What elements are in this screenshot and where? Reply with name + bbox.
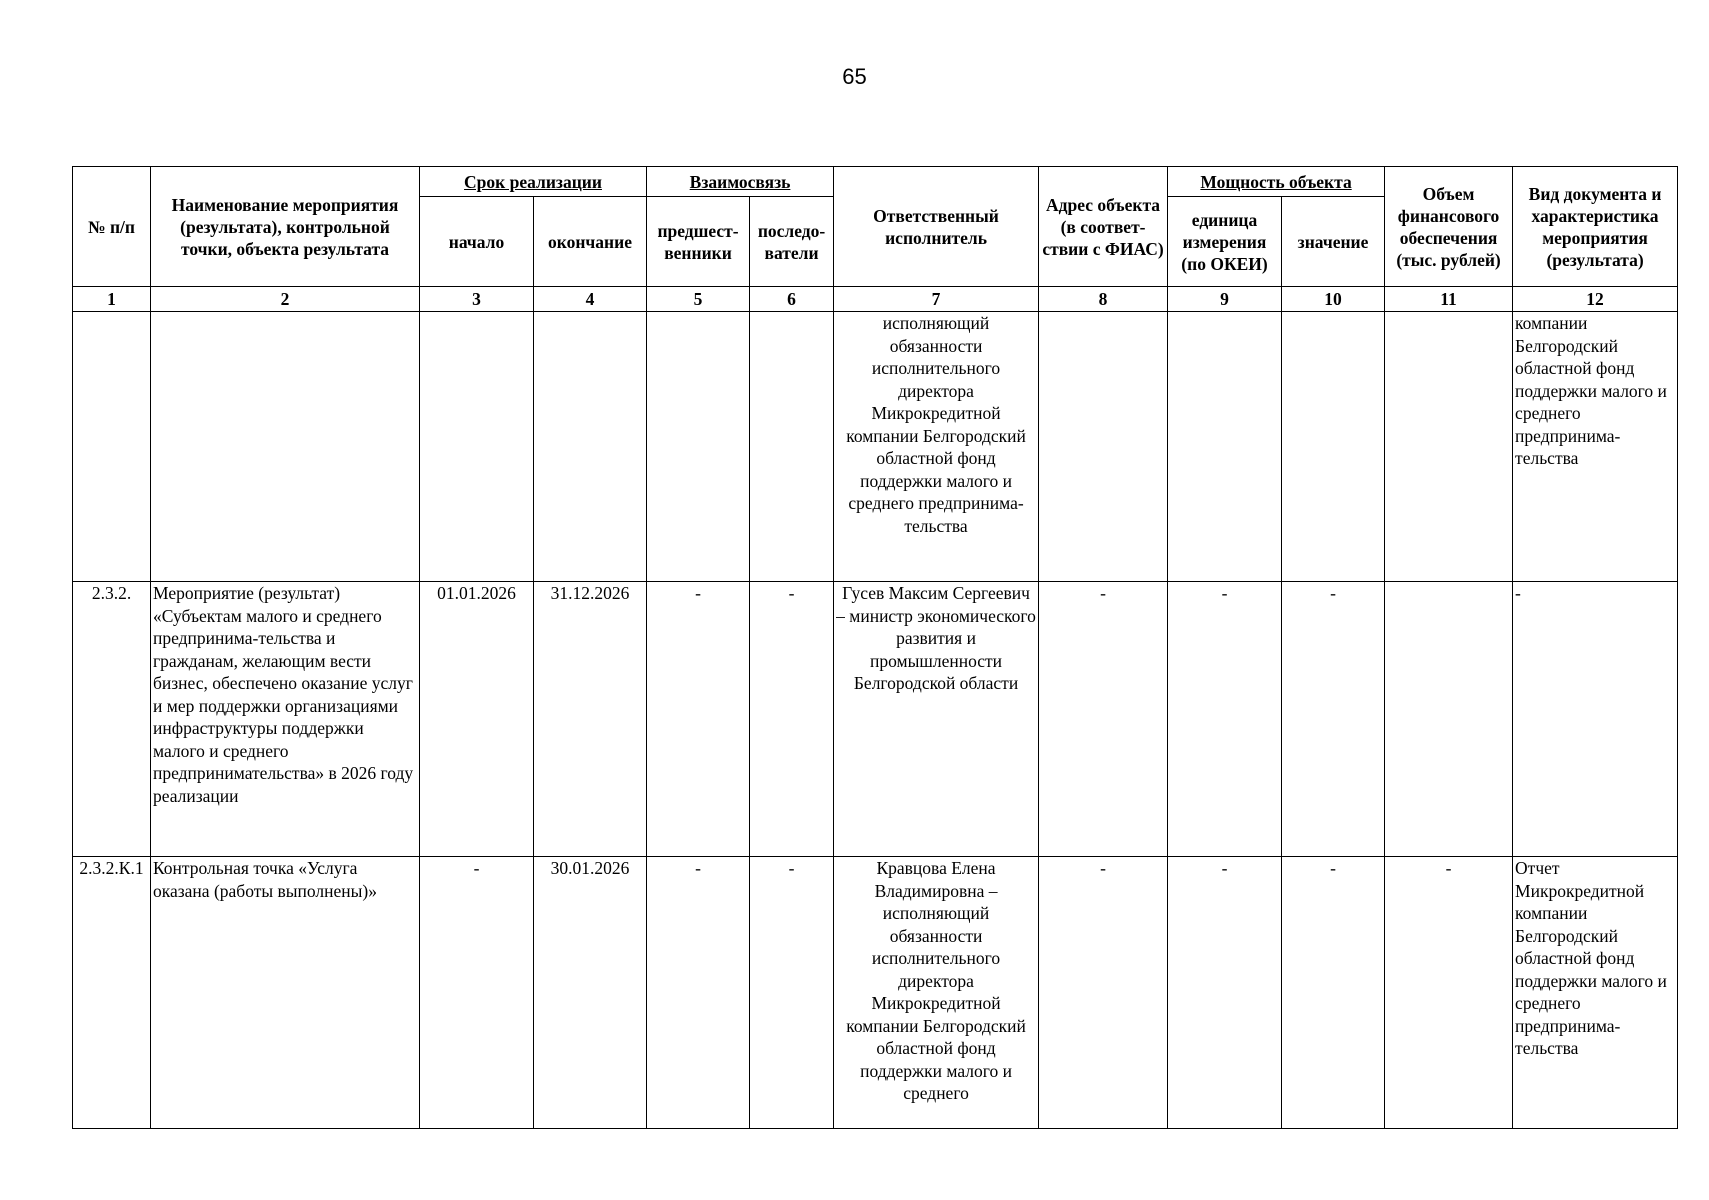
cell-funding — [1385, 312, 1513, 582]
cell-document: - — [1513, 582, 1678, 857]
cell-funding — [1385, 582, 1513, 857]
events-table — [72, 166, 1678, 1129]
cell-predecessors: - — [647, 582, 750, 857]
table-row — [73, 857, 1678, 1129]
cell-predecessors — [647, 312, 750, 582]
column-number: 7 — [834, 287, 1039, 312]
cell-value: - — [1282, 857, 1385, 1129]
column-number: 9 — [1168, 287, 1282, 312]
cell-responsible: исполняющий обязанности исполнительного директора Микрокредитной компании Белгородский областной фонд поддержки малого и среднего предпринима-тельства — [834, 312, 1039, 582]
cell-responsible: Гусев Максим Сергеевич – министр экономического развития и промышленности Белгородской области — [834, 582, 1039, 857]
column-numbering-row — [73, 287, 1678, 312]
header-group-link: Взаимосвязь — [647, 167, 834, 197]
cell-successors — [750, 312, 834, 582]
column-number: 4 — [534, 287, 647, 312]
header-col-funding: Объем финансового обеспечения (тыс. рублей) — [1385, 167, 1513, 287]
column-number: 6 — [750, 287, 834, 312]
header-col-address: Адрес объекта (в соответ-ствии с ФИАС) — [1039, 167, 1168, 287]
cell-address: - — [1039, 857, 1168, 1129]
cell-number: 2.3.2.К.1 — [73, 857, 151, 1129]
cell-document: компании Белгородский областной фонд поддержки малого и среднего предпринима-тельства — [1513, 312, 1678, 582]
header-group-capacity: Мощность объекта — [1168, 167, 1385, 197]
cell-unit: - — [1168, 857, 1282, 1129]
cell-start: 01.01.2026 — [420, 582, 534, 857]
cell-end — [534, 312, 647, 582]
header-col-name: Наименование мероприятия (результата), контрольной точки, объекта результата — [151, 167, 420, 287]
header-group-term: Срок реализации — [420, 167, 647, 197]
cell-successors: - — [750, 857, 834, 1129]
cell-start — [420, 312, 534, 582]
cell-start: - — [420, 857, 534, 1129]
header-col-predecessors: предшест-венники — [647, 197, 750, 287]
cell-name — [151, 312, 420, 582]
column-number: 10 — [1282, 287, 1385, 312]
header-col-number: № п/п — [73, 167, 151, 287]
cell-name: Контрольная точка «Услуга оказана (работы выполнены)» — [151, 857, 420, 1129]
cell-number — [73, 312, 151, 582]
cell-document: Отчет Микрокредитной компании Белгородский областной фонд поддержки малого и среднего предпринима-тельства — [1513, 857, 1678, 1129]
header-col-successors: последо-ватели — [750, 197, 834, 287]
cell-name: Мероприятие (результат) «Субъектам малого и среднего предпринима-тельства и гражданам, желающим вести бизнес, обеспечено оказание услуг и мер поддержки организациями инфраструктуры поддержки малого и среднего предпринимательства» в 2026 году реализации — [151, 582, 420, 857]
header-col-unit: единица измерения (по ОКЕИ) — [1168, 197, 1282, 287]
column-number: 8 — [1039, 287, 1168, 312]
table-row — [73, 312, 1678, 582]
column-number: 2 — [151, 287, 420, 312]
header-col-document: Вид документа и характеристика мероприятия (результата) — [1513, 167, 1678, 287]
column-number: 5 — [647, 287, 750, 312]
cell-value — [1282, 312, 1385, 582]
cell-end: 30.01.2026 — [534, 857, 647, 1129]
table-row — [73, 582, 1678, 857]
header-col-responsible: Ответственный исполнитель — [834, 167, 1039, 287]
cell-address — [1039, 312, 1168, 582]
cell-successors: - — [750, 582, 834, 857]
column-number: 11 — [1385, 287, 1513, 312]
cell-number: 2.3.2. — [73, 582, 151, 857]
cell-responsible: Кравцова Елена Владимировна – исполняющий обязанности исполнительного директора Микрокредитной компании Белгородский областной фонд поддержки малого и среднего — [834, 857, 1039, 1129]
cell-address: - — [1039, 582, 1168, 857]
cell-value: - — [1282, 582, 1385, 857]
column-number: 3 — [420, 287, 534, 312]
cell-predecessors: - — [647, 857, 750, 1129]
header-col-start: начало — [420, 197, 534, 287]
column-number: 12 — [1513, 287, 1678, 312]
page-number: 65 — [842, 64, 867, 89]
cell-unit — [1168, 312, 1282, 582]
cell-end: 31.12.2026 — [534, 582, 647, 857]
cell-unit: - — [1168, 582, 1282, 857]
column-number: 1 — [73, 287, 151, 312]
cell-funding: - — [1385, 857, 1513, 1129]
header-col-end: окончание — [534, 197, 647, 287]
header-col-value: значение — [1282, 197, 1385, 287]
